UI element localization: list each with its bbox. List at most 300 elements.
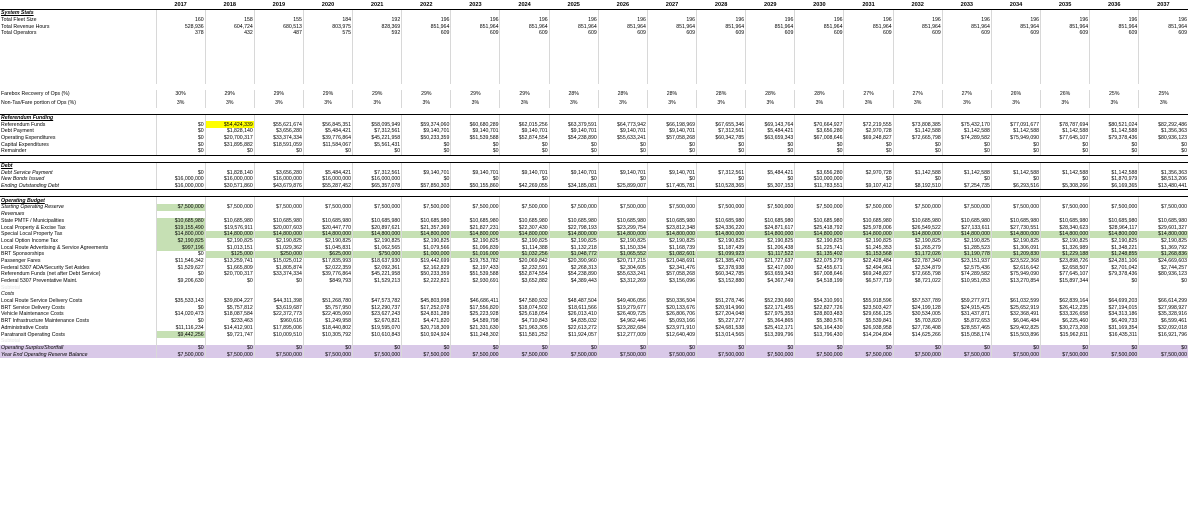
data-cell[interactable]: 27% [942, 90, 991, 99]
data-cell[interactable] [893, 197, 942, 204]
data-cell[interactable] [500, 155, 549, 162]
data-cell[interactable]: $52,874,554 [500, 135, 549, 142]
data-cell[interactable] [697, 10, 746, 17]
data-cell[interactable]: $23,282,684 [598, 325, 647, 332]
data-cell[interactable]: $22,827,726 [795, 304, 844, 311]
data-cell[interactable]: 27% [844, 90, 893, 99]
data-cell[interactable]: $0 [156, 135, 205, 142]
data-cell[interactable]: $14,800,000 [795, 231, 844, 238]
data-cell[interactable] [893, 155, 942, 162]
data-cell[interactable]: $9,140,701 [402, 169, 451, 176]
data-cell[interactable]: $0 [942, 176, 991, 183]
data-cell[interactable]: $17,556,820 [451, 304, 500, 311]
data-cell[interactable] [697, 291, 746, 298]
data-cell[interactable]: $69,248,827 [844, 271, 893, 278]
data-cell[interactable]: $7,500,000 [1139, 204, 1188, 211]
data-cell[interactable]: $57,058,268 [647, 135, 696, 142]
data-cell[interactable]: $0 [156, 304, 205, 311]
data-cell[interactable] [647, 77, 696, 84]
data-cell[interactable] [647, 57, 696, 64]
data-cell[interactable] [647, 155, 696, 162]
data-cell[interactable]: $77,645,107 [1041, 135, 1090, 142]
data-cell[interactable]: $10,685,980 [451, 218, 500, 225]
data-cell[interactable] [746, 114, 795, 121]
row-label[interactable]: Total Operators [1, 30, 37, 37]
data-cell[interactable]: $7,500,000 [1041, 351, 1090, 358]
data-cell[interactable] [1090, 197, 1139, 204]
row-label[interactable]: Local Route Service Delivery Costs [1, 298, 83, 305]
row-label[interactable]: Federal 5307 ADA/Security Set Asides [1, 264, 90, 271]
data-cell[interactable]: $25,978,006 [844, 224, 893, 231]
data-cell[interactable]: $22,372,773 [254, 311, 303, 318]
row-label[interactable] [0, 37, 156, 44]
data-cell[interactable]: $1,150,334 [598, 244, 647, 251]
data-cell[interactable]: 609 [795, 30, 844, 37]
data-cell[interactable] [1139, 291, 1188, 298]
data-cell[interactable]: 3% [893, 99, 942, 108]
data-cell[interactable]: $7,500,000 [647, 204, 696, 211]
data-cell[interactable]: $20,700,317 [205, 271, 254, 278]
data-cell[interactable] [795, 197, 844, 204]
data-cell[interactable] [697, 155, 746, 162]
data-cell[interactable] [549, 338, 598, 345]
row-label[interactable]: Year End Operating Reserve Balance [0, 351, 156, 358]
data-cell[interactable] [402, 50, 451, 57]
data-cell[interactable] [1041, 155, 1090, 162]
data-cell[interactable]: $31,895,882 [205, 141, 254, 148]
data-cell[interactable]: $14,020,473 [156, 311, 205, 318]
data-cell[interactable]: $48,487,504 [549, 298, 598, 305]
data-cell[interactable] [598, 10, 647, 17]
data-cell[interactable] [697, 37, 746, 44]
section-title[interactable]: Debt [0, 162, 156, 169]
data-cell[interactable] [500, 114, 549, 121]
data-cell[interactable]: $6,409,733 [1090, 318, 1139, 325]
data-cell[interactable]: $35,533,143 [156, 298, 205, 305]
data-cell[interactable]: $27,133,611 [942, 224, 991, 231]
data-cell[interactable]: $16,000,000 [156, 176, 205, 183]
data-cell[interactable]: $2,455,671 [795, 264, 844, 271]
data-cell[interactable]: 196 [893, 17, 942, 24]
data-cell[interactable]: $14,800,000 [1090, 231, 1139, 238]
year-header[interactable]: 2033 [960, 1, 974, 8]
data-cell[interactable]: $13,014,565 [697, 331, 746, 338]
row-label[interactable] [0, 50, 156, 57]
data-cell[interactable]: $1,096,839 [451, 244, 500, 251]
data-cell[interactable]: $10,305,792 [303, 331, 352, 338]
data-cell[interactable]: $74,289,582 [942, 135, 991, 142]
data-cell[interactable]: $24,281,106 [1090, 258, 1139, 265]
data-cell[interactable]: $997,196 [156, 244, 205, 251]
data-cell[interactable] [1041, 291, 1090, 298]
data-cell[interactable]: 196 [549, 17, 598, 24]
data-cell[interactable]: $5,539,841 [844, 318, 893, 325]
data-cell[interactable]: $55,287,452 [303, 183, 352, 190]
data-cell[interactable]: $16,000,000 [156, 183, 205, 190]
data-cell[interactable] [942, 284, 991, 291]
data-cell[interactable] [893, 162, 942, 169]
data-cell[interactable] [991, 338, 1040, 345]
data-cell[interactable] [402, 197, 451, 204]
data-cell[interactable] [254, 37, 303, 44]
data-cell[interactable]: 3% [500, 99, 549, 108]
data-cell[interactable] [1041, 162, 1090, 169]
data-cell[interactable] [942, 291, 991, 298]
data-cell[interactable] [1090, 114, 1139, 121]
year-header[interactable]: 2019 [272, 1, 286, 8]
data-cell[interactable]: 25% [1090, 90, 1139, 99]
data-cell[interactable] [844, 57, 893, 64]
data-cell[interactable]: $1,142,588 [942, 128, 991, 135]
data-cell[interactable]: 851,964 [746, 23, 795, 30]
data-cell[interactable]: $4,389,443 [549, 278, 598, 285]
data-cell[interactable]: $26,412,235 [1041, 304, 1090, 311]
data-cell[interactable]: $0 [697, 141, 746, 148]
data-cell[interactable]: $2,304,605 [598, 264, 647, 271]
data-cell[interactable] [991, 50, 1040, 57]
data-cell[interactable] [697, 114, 746, 121]
data-cell[interactable]: $10,685,980 [500, 218, 549, 225]
data-cell[interactable]: $0 [156, 128, 205, 135]
data-cell[interactable]: $1,229,188 [1041, 251, 1090, 258]
data-cell[interactable]: $2,268,313 [549, 264, 598, 271]
data-cell[interactable]: $10,610,843 [353, 331, 402, 338]
row-label[interactable]: Referendum Funds (net after Debt Service) [1, 271, 101, 278]
data-cell[interactable]: 27% [893, 90, 942, 99]
data-cell[interactable] [353, 155, 402, 162]
data-cell[interactable]: $16,000,000 [254, 176, 303, 183]
data-cell[interactable] [598, 284, 647, 291]
data-cell[interactable]: $10,685,980 [402, 218, 451, 225]
data-cell[interactable] [795, 77, 844, 84]
data-cell[interactable] [254, 190, 303, 197]
data-cell[interactable] [205, 77, 254, 84]
data-cell[interactable] [942, 197, 991, 204]
data-cell[interactable] [647, 197, 696, 204]
data-cell[interactable] [697, 70, 746, 77]
data-cell[interactable] [1090, 64, 1139, 71]
data-cell[interactable]: $2,190,825 [1090, 238, 1139, 245]
data-cell[interactable]: $7,500,000 [451, 204, 500, 211]
year-header[interactable]: 2018 [223, 1, 236, 8]
data-cell[interactable]: $20,447,770 [303, 224, 352, 231]
data-cell[interactable] [1041, 64, 1090, 71]
data-cell[interactable]: $0 [451, 148, 500, 155]
data-cell[interactable]: $2,190,825 [598, 238, 647, 245]
data-cell[interactable] [1041, 50, 1090, 57]
data-cell[interactable] [549, 162, 598, 169]
data-cell[interactable] [942, 114, 991, 121]
data-cell[interactable] [795, 291, 844, 298]
data-cell[interactable]: $1,306,091 [991, 244, 1040, 251]
data-cell[interactable]: $72,665,798 [893, 135, 942, 142]
data-cell[interactable]: $27,975,353 [746, 311, 795, 318]
data-cell[interactable]: $33,374,334 [254, 135, 303, 142]
data-cell[interactable] [451, 190, 500, 197]
data-cell[interactable]: $60,342,785 [697, 135, 746, 142]
data-cell[interactable]: $9,140,701 [500, 169, 549, 176]
data-cell[interactable]: 29% [205, 90, 254, 99]
data-cell[interactable]: $80,936,123 [1139, 271, 1188, 278]
data-cell[interactable] [893, 70, 942, 77]
data-cell[interactable] [205, 50, 254, 57]
data-cell[interactable] [893, 57, 942, 64]
data-cell[interactable]: $2,701,042 [1090, 264, 1139, 271]
data-cell[interactable]: $1,132,218 [549, 244, 598, 251]
data-cell[interactable]: $1,029,362 [254, 244, 303, 251]
data-cell[interactable]: $2,534,879 [893, 264, 942, 271]
data-cell[interactable] [598, 70, 647, 77]
data-cell[interactable]: $0 [598, 345, 647, 352]
data-cell[interactable]: $1,048,772 [549, 251, 598, 258]
data-cell[interactable]: $17,252,078 [402, 304, 451, 311]
data-cell[interactable]: $1,142,588 [1041, 128, 1090, 135]
data-cell[interactable]: $10,685,980 [1041, 218, 1090, 225]
data-cell[interactable]: $14,800,000 [402, 231, 451, 238]
year-header[interactable]: 2029 [764, 1, 777, 8]
data-cell[interactable] [893, 114, 942, 121]
data-cell[interactable] [303, 211, 352, 218]
data-cell[interactable]: $0 [893, 141, 942, 148]
data-cell[interactable]: $5,364,865 [746, 318, 795, 325]
data-cell[interactable]: $22,798,193 [549, 224, 598, 231]
data-cell[interactable]: $2,190,825 [893, 238, 942, 245]
data-cell[interactable] [1139, 162, 1188, 169]
data-cell[interactable] [942, 43, 991, 50]
data-cell[interactable]: $0 [156, 121, 205, 128]
data-cell[interactable] [156, 338, 205, 345]
data-cell[interactable]: 155 [254, 17, 303, 24]
data-cell[interactable]: $1,828,140 [205, 169, 254, 176]
data-cell[interactable] [500, 162, 549, 169]
data-cell[interactable] [451, 197, 500, 204]
data-cell[interactable]: $1,248,855 [1090, 251, 1139, 258]
data-cell[interactable]: $1,665,809 [205, 264, 254, 271]
data-cell[interactable]: $0 [156, 251, 205, 258]
data-cell[interactable]: $27,998,927 [1139, 304, 1188, 311]
data-cell[interactable] [254, 43, 303, 50]
data-cell[interactable]: $10,685,980 [697, 218, 746, 225]
data-cell[interactable]: $0 [942, 345, 991, 352]
data-cell[interactable]: $0 [893, 176, 942, 183]
data-cell[interactable]: $59,277,971 [942, 298, 991, 305]
data-cell[interactable] [303, 284, 352, 291]
data-cell[interactable]: $23,522,368 [991, 258, 1040, 265]
data-cell[interactable]: $10,528,365 [697, 183, 746, 190]
data-cell[interactable]: $80,521,024 [1090, 121, 1139, 128]
data-cell[interactable]: $2,341,476 [647, 264, 696, 271]
data-cell[interactable]: 196 [1041, 17, 1090, 24]
data-cell[interactable]: $32,092,018 [1139, 325, 1188, 332]
data-cell[interactable] [402, 77, 451, 84]
data-cell[interactable] [1090, 162, 1139, 169]
data-cell[interactable] [549, 291, 598, 298]
data-cell[interactable] [893, 291, 942, 298]
data-cell[interactable]: $750,000 [353, 251, 402, 258]
data-cell[interactable] [1139, 37, 1188, 44]
data-cell[interactable] [893, 284, 942, 291]
data-cell[interactable]: 196 [746, 17, 795, 24]
data-cell[interactable]: 28% [549, 90, 598, 99]
data-cell[interactable] [451, 10, 500, 17]
data-cell[interactable]: $250,000 [254, 251, 303, 258]
data-cell[interactable]: 828,369 [353, 23, 402, 30]
data-cell[interactable] [746, 162, 795, 169]
data-cell[interactable]: $50,233,359 [402, 271, 451, 278]
data-cell[interactable] [205, 64, 254, 71]
data-cell[interactable] [647, 338, 696, 345]
data-cell[interactable]: $0 [991, 141, 1040, 148]
data-cell[interactable]: 29% [451, 90, 500, 99]
data-cell[interactable] [500, 57, 549, 64]
data-cell[interactable]: $7,312,561 [697, 169, 746, 176]
data-cell[interactable]: $21,357,369 [402, 224, 451, 231]
data-cell[interactable]: $0 [746, 148, 795, 155]
data-cell[interactable] [353, 211, 402, 218]
data-cell[interactable]: $28,340,623 [1041, 224, 1090, 231]
data-cell[interactable]: $7,500,000 [500, 204, 549, 211]
data-cell[interactable]: $1,225,741 [795, 244, 844, 251]
data-cell[interactable]: $0 [254, 278, 303, 285]
data-cell[interactable]: $11,581,252 [500, 331, 549, 338]
data-cell[interactable]: $26,409,725 [598, 311, 647, 318]
data-cell[interactable] [991, 162, 1040, 169]
data-cell[interactable]: 184 [303, 17, 352, 24]
data-cell[interactable]: $5,872,653 [942, 318, 991, 325]
data-cell[interactable]: $7,500,000 [1139, 351, 1188, 358]
data-cell[interactable]: $18,611,566 [549, 304, 598, 311]
data-cell[interactable] [1139, 10, 1188, 17]
data-cell[interactable]: $10,685,980 [549, 218, 598, 225]
data-cell[interactable] [451, 57, 500, 64]
data-cell[interactable] [549, 43, 598, 50]
data-cell[interactable]: $72,665,798 [893, 271, 942, 278]
data-cell[interactable] [598, 291, 647, 298]
data-cell[interactable] [647, 64, 696, 71]
data-cell[interactable]: $14,800,000 [500, 231, 549, 238]
data-cell[interactable] [353, 197, 402, 204]
data-cell[interactable] [303, 43, 352, 50]
data-cell[interactable]: $0 [451, 345, 500, 352]
data-cell[interactable]: $11,924,057 [549, 331, 598, 338]
data-cell[interactable] [991, 10, 1040, 17]
data-cell[interactable]: 609 [647, 30, 696, 37]
data-cell[interactable]: $2,190,825 [500, 238, 549, 245]
data-cell[interactable]: $1,356,363 [1139, 128, 1188, 135]
data-cell[interactable]: $1,805,874 [254, 264, 303, 271]
data-cell[interactable]: $0 [598, 176, 647, 183]
row-label[interactable]: Operating Expenditures [1, 134, 56, 141]
data-cell[interactable] [1139, 77, 1188, 84]
data-cell[interactable] [451, 338, 500, 345]
data-cell[interactable]: 3% [254, 99, 303, 108]
data-cell[interactable] [156, 10, 205, 17]
data-cell[interactable]: $34,313,186 [1090, 311, 1139, 318]
data-cell[interactable]: 3% [991, 99, 1040, 108]
row-label[interactable]: Subtotal [1, 338, 21, 345]
data-cell[interactable] [598, 190, 647, 197]
data-cell[interactable] [500, 197, 549, 204]
data-cell[interactable]: $10,951,053 [942, 278, 991, 285]
data-cell[interactable]: 3% [942, 99, 991, 108]
data-cell[interactable] [549, 197, 598, 204]
data-cell[interactable] [303, 37, 352, 44]
data-cell[interactable]: 3% [795, 99, 844, 108]
data-cell[interactable]: 3% [353, 99, 402, 108]
data-cell[interactable]: $50,155,860 [451, 183, 500, 190]
data-cell[interactable] [1041, 284, 1090, 291]
data-cell[interactable]: $5,484,421 [746, 169, 795, 176]
data-cell[interactable]: $24,831,289 [402, 311, 451, 318]
data-cell[interactable] [795, 114, 844, 121]
data-cell[interactable] [1139, 114, 1188, 121]
data-cell[interactable] [942, 50, 991, 57]
data-cell[interactable] [303, 70, 352, 77]
data-cell[interactable] [156, 57, 205, 64]
data-cell[interactable]: $55,621,674 [254, 121, 303, 128]
data-cell[interactable]: $0 [991, 345, 1040, 352]
data-cell[interactable]: $30,273,208 [1041, 325, 1090, 332]
data-cell[interactable]: $28,803,483 [795, 311, 844, 318]
data-cell[interactable] [1090, 43, 1139, 50]
data-cell[interactable] [795, 64, 844, 71]
data-cell[interactable] [795, 211, 844, 218]
data-cell[interactable]: 29% [402, 90, 451, 99]
data-cell[interactable] [795, 57, 844, 64]
data-cell[interactable] [205, 43, 254, 50]
data-cell[interactable]: $21,048,691 [647, 258, 696, 265]
data-cell[interactable] [991, 284, 1040, 291]
data-cell[interactable] [942, 64, 991, 71]
data-cell[interactable]: 3% [1139, 99, 1188, 108]
data-cell[interactable]: $25,223,928 [451, 311, 500, 318]
data-cell[interactable]: $2,190,825 [254, 238, 303, 245]
data-cell[interactable] [1041, 77, 1090, 84]
data-cell[interactable]: $2,575,436 [942, 264, 991, 271]
data-cell[interactable]: 851,964 [697, 23, 746, 30]
data-cell[interactable]: $2,378,938 [697, 264, 746, 271]
data-cell[interactable]: 851,964 [1090, 23, 1139, 30]
data-cell[interactable]: 29% [353, 90, 402, 99]
data-cell[interactable] [647, 190, 696, 197]
data-cell[interactable]: $14,625,266 [893, 331, 942, 338]
data-cell[interactable] [844, 50, 893, 57]
row-label[interactable]: Starting Operating Reserve [1, 204, 64, 211]
data-cell[interactable] [991, 64, 1040, 71]
data-cell[interactable]: $8,721,022 [893, 278, 942, 285]
data-cell[interactable]: $0 [647, 345, 696, 352]
data-cell[interactable]: 3% [205, 99, 254, 108]
data-cell[interactable]: $65,357,078 [353, 183, 402, 190]
data-cell[interactable]: $0 [205, 278, 254, 285]
data-cell[interactable]: $1,356,363 [1139, 169, 1188, 176]
row-label[interactable]: Debt Service Payment [1, 169, 53, 176]
data-cell[interactable]: $0 [1090, 148, 1139, 155]
data-cell[interactable]: 196 [451, 17, 500, 24]
year-header[interactable]: 2020 [321, 1, 335, 8]
data-cell[interactable]: $10,685,980 [1090, 218, 1139, 225]
data-cell[interactable]: $54,424,339 [205, 121, 254, 128]
data-cell[interactable]: $50,336,504 [647, 298, 696, 305]
data-cell[interactable]: $31,437,871 [942, 311, 991, 318]
data-cell[interactable]: $0 [844, 141, 893, 148]
data-cell[interactable] [844, 197, 893, 204]
row-label[interactable]: New Bonds Issued [1, 176, 45, 183]
data-cell[interactable] [549, 50, 598, 57]
data-cell[interactable]: $7,500,000 [746, 204, 795, 211]
data-cell[interactable]: $1,249,958 [303, 318, 352, 325]
data-cell[interactable] [205, 37, 254, 44]
